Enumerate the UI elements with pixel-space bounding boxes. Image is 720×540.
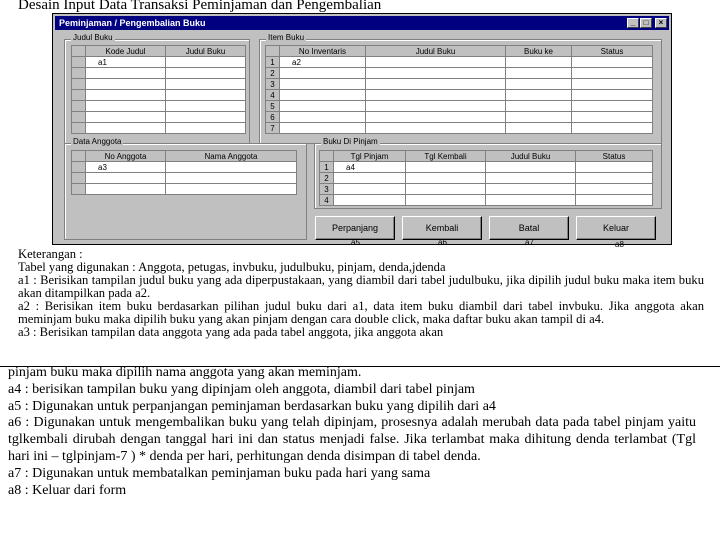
table-row[interactable]: [72, 90, 246, 101]
table-row[interactable]: [320, 173, 653, 184]
group-item-buku-label: Item Buku: [268, 33, 305, 42]
row-number: 3: [266, 79, 280, 90]
note-a1: a1 : Berisikan tampilan judul buku yang ada diperpustakaan, yang diambil dari tabel judulbuku, jika dipilih judul buku maka item buku akan ditampilkan pada a2.: [18, 273, 704, 300]
table-row[interactable]: [320, 184, 653, 195]
close-button[interactable]: ×: [655, 18, 667, 28]
perpanjang-button[interactable]: Perpanjang: [315, 216, 395, 240]
batal-button[interactable]: Batal: [489, 216, 569, 240]
column-header: Nama Anggota: [166, 151, 297, 162]
table-row[interactable]: [266, 57, 653, 68]
column-header: Judul Buku: [166, 46, 246, 57]
note-a3-continued: pinjam buku maka dipilih nama anggota yang akan meminjam.: [8, 365, 362, 380]
tag-label: a4: [334, 162, 406, 173]
note-a8: a8 : Keluar dari form: [8, 482, 127, 498]
note-a3: a3 : Berisikan tampilan data anggota yang ada pada tabel anggota, jika anggota akan: [18, 325, 444, 339]
table-row[interactable]: [72, 101, 246, 112]
maximize-button[interactable]: □: [640, 18, 652, 28]
table-row[interactable]: [72, 173, 297, 184]
note-a2: a2 : Berisikan item buku berdasarkan pilihan judul buku dari a1, data item buku diambil dari tabel invbuku. Jika anggota akan meminjam buku maka dipilih buku yang akan pinjam dengan cara double click, maka daftar buku akan tampil di a4.: [18, 299, 704, 326]
kembali-button[interactable]: Kembali: [402, 216, 482, 240]
row-number: 7: [266, 123, 280, 134]
row-number: 1: [320, 162, 334, 173]
table-row[interactable]: [320, 162, 653, 173]
column-header: No Anggota: [86, 151, 166, 162]
item-buku-grid[interactable]: [265, 45, 653, 134]
table-row[interactable]: [266, 79, 653, 90]
column-header: Status: [576, 151, 653, 162]
column-header: Status: [572, 46, 653, 57]
table-row[interactable]: [266, 123, 653, 134]
table-row[interactable]: [320, 195, 653, 206]
keterangan-block: [18, 248, 704, 339]
column-header: Kode Judul: [86, 46, 166, 57]
form-window: [52, 13, 672, 249]
buku-dipinjam-grid[interactable]: [319, 150, 653, 206]
column-header: Buku ke: [506, 46, 572, 57]
row-number: 2: [266, 68, 280, 79]
note-a6: a6 : Digunakan untuk mengembalikan buku yang telah dipinjam, prosesnya adalah merubah data pada tabel pinjam yaitu tglkembali dirubah dengan tanggal hari ini dan status menjadi false. Jika terlambat maka dihitung denda terlambat (Tgl hari ini – tglpinjam-7 ) * denda per hari, perhitungan denda disimpan di tabel denda.: [8, 415, 696, 464]
group-data-anggota-label: Data Anggota: [73, 137, 122, 146]
data-anggota-grid[interactable]: [71, 150, 297, 195]
column-header: Tgl Kembali: [406, 151, 486, 162]
table-row[interactable]: [72, 162, 297, 173]
note-a5: a5 : Digunakan untuk perpanjangan peminjaman berdasarkan buku yang dipilih dari a4: [8, 398, 496, 414]
table-row[interactable]: [266, 112, 653, 123]
table-row[interactable]: [72, 79, 246, 90]
window-title-bar: [55, 16, 669, 30]
row-number: 4: [266, 90, 280, 101]
tag-label: a5: [351, 238, 360, 247]
table-row[interactable]: [266, 101, 653, 112]
note-a7: a7 : Digunakan untuk membatalkan peminjaman buku pada hari yang sama: [8, 465, 431, 481]
row-number: 2: [320, 173, 334, 184]
row-number: 6: [266, 112, 280, 123]
tag-label: a2: [280, 57, 366, 68]
table-row[interactable]: [72, 112, 246, 123]
tag-label: a3: [86, 162, 166, 173]
group-buku-dipinjam-label: Buku Di Pinjam: [323, 137, 378, 146]
row-number: 1: [266, 57, 280, 68]
keterangan-block-continued: [8, 365, 696, 499]
tag-label: a8: [615, 240, 624, 249]
table-row[interactable]: [266, 90, 653, 101]
column-header: Judul Buku: [366, 46, 506, 57]
window-title: Peminjaman / Pengembalian Buku: [59, 18, 206, 28]
column-header: Tgl Pinjam: [334, 151, 406, 162]
note-a4: a4 : berisikan tampilan buku yang dipinjam oleh anggota, diambil dari tabel pinjam: [8, 381, 475, 397]
tag-label: a7: [525, 238, 534, 247]
judul-buku-grid[interactable]: [71, 45, 246, 134]
tabel-line: Tabel yang digunakan : Anggota, petugas, invbuku, judulbuku, pinjam, denda,jdenda: [18, 260, 446, 274]
tag-label: a6: [438, 238, 447, 247]
row-number: 5: [266, 101, 280, 112]
tag-label: a1: [86, 57, 166, 68]
keterangan-heading: Keterangan :: [18, 247, 83, 261]
column-header: Judul Buku: [486, 151, 576, 162]
table-row[interactable]: [72, 68, 246, 79]
table-row[interactable]: [72, 123, 246, 134]
document-title: Desain Input Data Transaksi Peminjaman dan Pengembalian: [18, 0, 382, 13]
row-number: 3: [320, 184, 334, 195]
table-row[interactable]: [72, 57, 246, 68]
column-header: No Inventaris: [280, 46, 366, 57]
table-row[interactable]: [72, 184, 297, 195]
group-judul-buku-label: Judul Buku: [73, 33, 113, 42]
minimize-button[interactable]: _: [627, 18, 639, 28]
table-row[interactable]: [266, 68, 653, 79]
row-number: 4: [320, 195, 334, 206]
keluar-button[interactable]: Keluar: [576, 216, 656, 240]
